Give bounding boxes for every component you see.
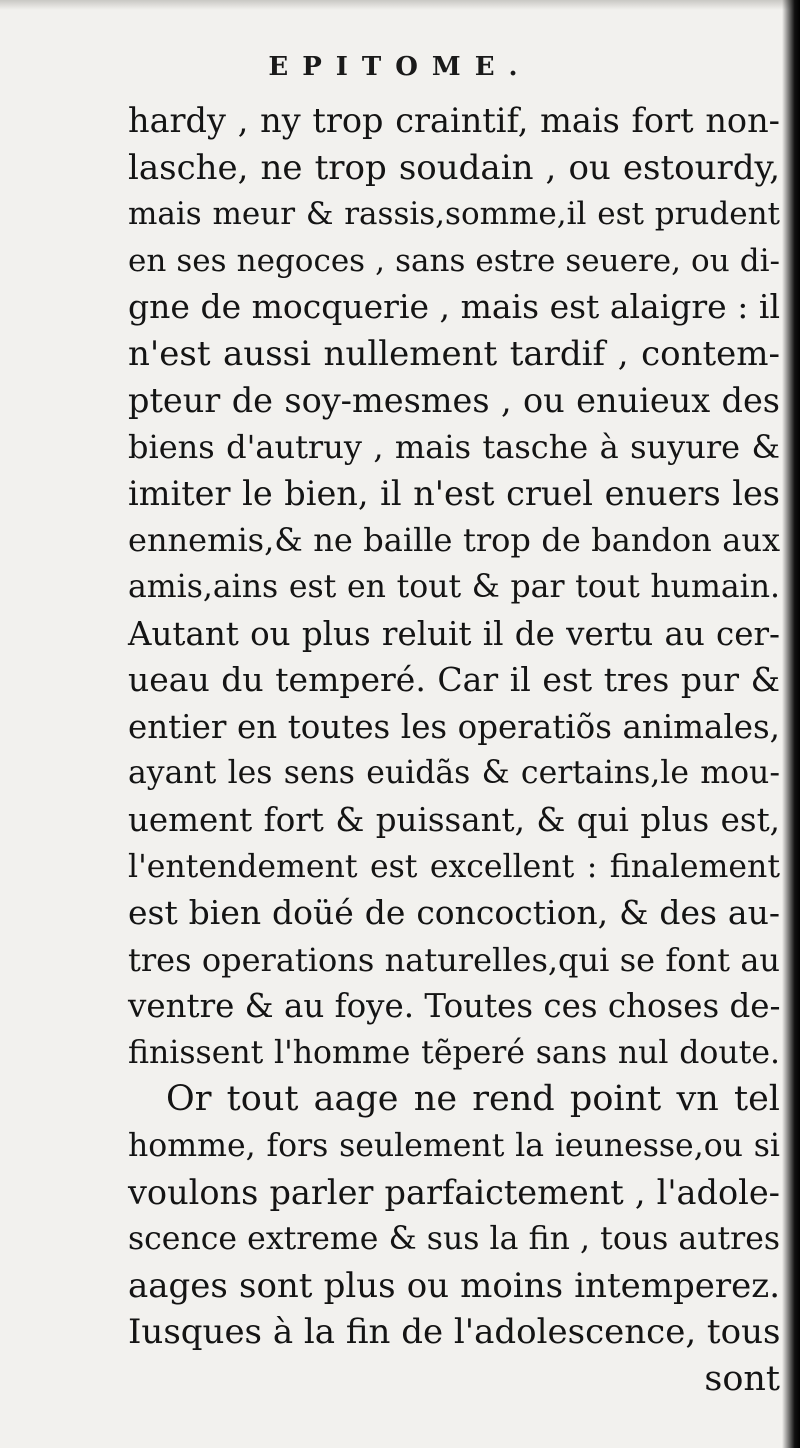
text-line: est bien doüé de concoction, & des au- [128,893,780,933]
text-line: scence extreme & sus la fin , tous autres [128,1221,780,1258]
text-line: tres operations naturelles,qui se font au [128,940,780,979]
text-line: finissent l'homme tẽperé sans nul doute. [128,1034,780,1071]
page-gutter-shadow [782,0,800,1448]
page-top-shadow [0,0,800,10]
text-line: n'est aussi nullement tardif , contem- [128,333,780,374]
text-line: biens d'autruy , mais tasche à suyure & [128,428,780,467]
text-line: lasche, ne trop soudain , ou estourdy, [128,147,780,188]
text-line: ventre & au foye. Toutes ces choses de- [128,987,781,1026]
text-line: ayant les sens euidãs & certains,le mou- [128,755,780,792]
text-line: hardy , ny trop craintif, mais fort non- [128,101,780,140]
text-line: voulons parler parfaictement , l'adole- [128,1172,780,1212]
text-line: ueau du temperé. Car il est tres pur & [128,660,780,700]
text-line: Iusques à la fin de l'adolescence, tous [128,1312,781,1353]
running-header: EPITOME. [268,52,532,82]
text-line: pteur de soy-mesmes , ou enuieux des [128,380,780,420]
text-line: l'entendement est excellent : finalement [128,848,780,885]
text-line: uement fort & puissant, & qui plus est, [128,800,780,839]
body-text [128,98,780,1403]
text-line: ennemis,& ne baille trop de bandon aux [128,521,780,560]
text-line: entier en toutes les operatiõs animales, [128,707,780,746]
catchword: sont [704,1359,780,1400]
text-line: aages sont plus ou moins intemperez. [128,1265,780,1306]
text-line: Autant ou plus reluit il de vertu au cer- [128,614,780,653]
text-line: amis,ains est en tout & par tout humain. [128,568,780,605]
text-line: imiter le bien, il n'est cruel enuers les [128,473,780,513]
text-line: mais meur & rassis,somme,il est prudent [128,196,780,233]
text-line: gne de mocquerie , mais est alaigre : il [128,287,780,327]
text-line: en ses negoces , sans estre seuere, ou di- [128,242,780,279]
paragraph-start-line: Or tout aage ne rend point vn tel [166,1079,780,1120]
text-line: homme, fors seulement la ieunesse,ou si [128,1128,780,1165]
